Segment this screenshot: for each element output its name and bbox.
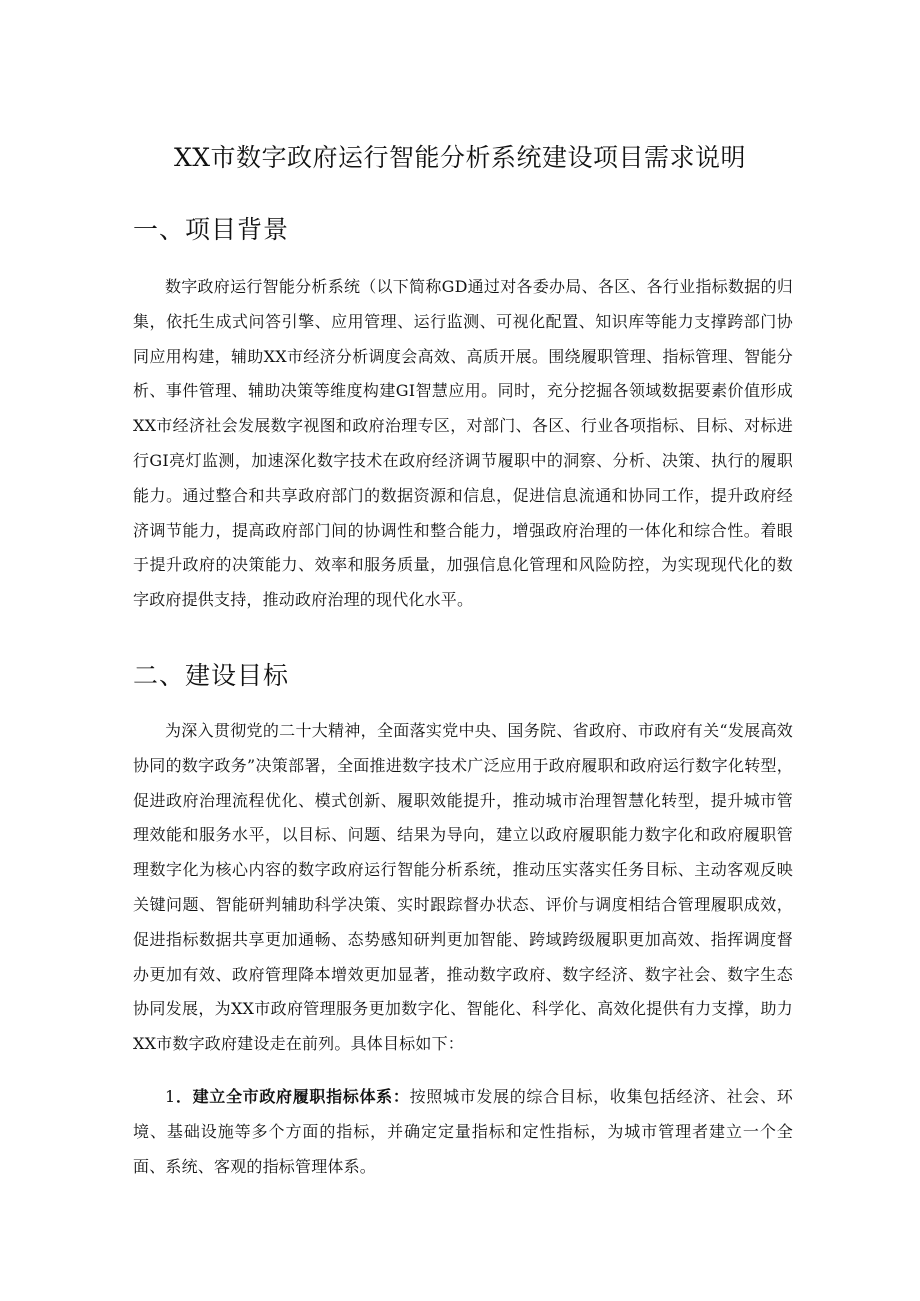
goal-item-text: 按照城市发展的综合目标，收集包括经济、社会、环境、基础设施等多个方面的指标，并确定定量指标和定性指标，为城市管理者建立一个全面、系统、客观的指标管理体系。 [133, 1087, 793, 1176]
section-heading-goals: 二、建设目标 [133, 661, 290, 690]
goals-paragraph: 为深入贯彻党的二十大精神，全面落实党中央、国务院、省政府、市政府有关“发展高效协同的数字政务”决策部署，全面推进数字技术广泛应用于政府履职和政府运行数字化转型，促进政府治理流程优化、模式创新、履职效能提升，推动城市治理智慧化转型，提升城市管理效能和服务水平，以目标、问题、结果为导向，建立以政府履职能力数字化和政府履职管理数字化为核心内容的数字政府运行智能分析系统，推动压实落实任务目标、主动客观反映关键问题、智能研判辅助科学决策、实时跟踪督办状态、评价与调度相结合管理履职成效，促进指标数据共享更加通畅、态势感知研判更加智能、跨域跨级履职更加高效、指挥调度督办更加有效、政府管理降本增效更加显著，推动数字政府、数字经济、数字社会、数字生态协同发展，为XX市政府管理服务更加数字化、智能化、科学化、高效化提供有力支撑，助力XX市数字政府建设走在前列。具体目标如下： [133, 721, 793, 1054]
goal-item-number: 1 [165, 1087, 176, 1106]
goal-item-lead: ．建立全市政府履职指标体系： [175, 1087, 410, 1106]
section-heading-background: 一、项目背景 [133, 215, 290, 244]
background-paragraph: 数字政府运行智能分析系统（以下简称GD通过对各委办局、各区、各行业指标数据的归集，依托生成式问答引擎、应用管理、运行监测、可视化配置、知识库等能力支撑跨部门协同应用构建，辅助XX市经济分析调度会高效、高质开展。围绕履职管理、指标管理、智能分析、事件管理、辅助决策等维度构建GI智慧应用。同时，充分挖掘各领域数据要素价值形成XX市经济社会发展数字视图和政府治理专区，对部门、各区、行业各项指标、目标、对标进行GI亮灯监测，加速深化数字技术在政府经济调节履职中的洞察、分析、决策、执行的履职能力。通过整合和共享政府部门的数据资源和信息，促进信息流通和协同工作，提升政府经济调节能力，提高政府部门间的协调性和整合能力，增强政府治理的一体化和综合性。着眼于提升政府的决策能力、效率和服务质量，加强信息化管理和风险防控，为实现现代化的数字政府提供支持，推动政府治理的现代化水平。 [133, 277, 793, 610]
goal-item-1 [133, 1080, 793, 1184]
document-title: XX市数字政府运行智能分析系统建设项目需求说明 [173, 143, 747, 172]
